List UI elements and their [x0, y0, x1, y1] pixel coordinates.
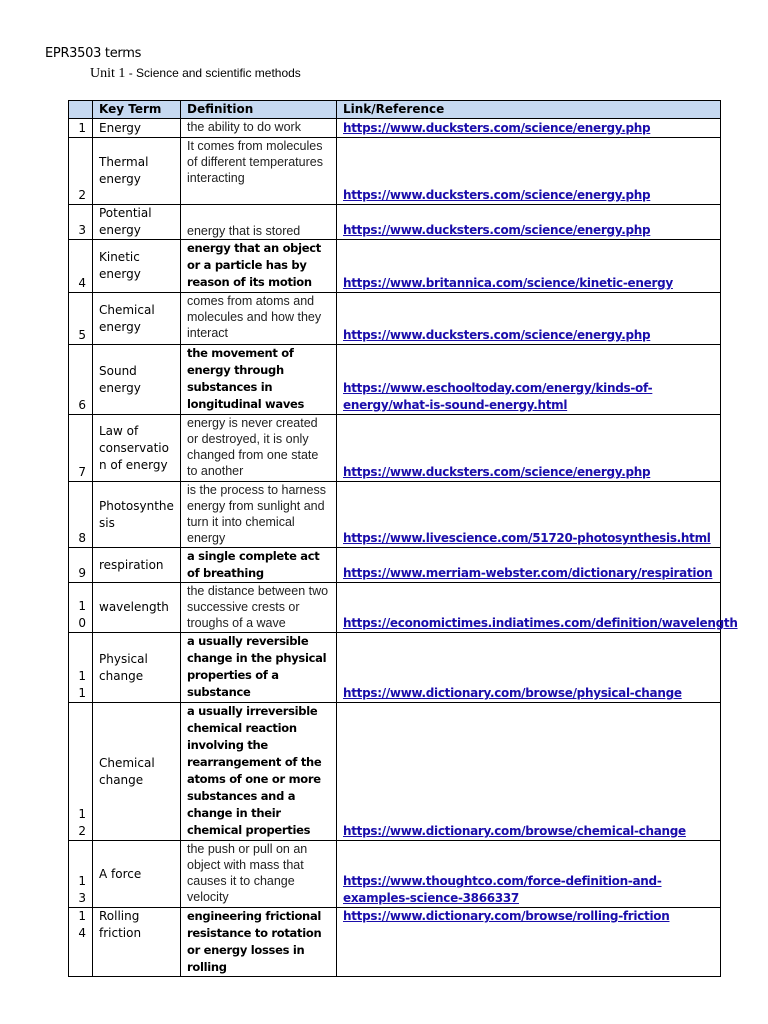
row-link[interactable]: https://www.ducksters.com/science/energy.php	[343, 121, 651, 135]
row-term: A force	[93, 841, 181, 908]
table-row	[69, 908, 721, 977]
row-number: 6	[69, 345, 93, 415]
header-definition: Definition	[181, 101, 337, 119]
unit-subtitle: - Science and scientific methods	[125, 66, 301, 80]
row-number: 1	[69, 119, 93, 138]
row-definition: comes from atoms and molecules and how they interact	[181, 293, 337, 345]
row-term: Rolling friction	[93, 908, 181, 977]
row-number: 4	[69, 240, 93, 293]
row-definition: a usually irreversible chemical reaction involving the rearrangement of the atoms of one or more substances and a change in their chemical properties	[181, 703, 337, 841]
row-link[interactable]: https://www.thoughtco.com/force-definition-and-examples-science-3866337	[343, 874, 662, 905]
row-term: wavelength	[93, 583, 181, 633]
row-number: 10	[69, 583, 93, 633]
row-link[interactable]: https://www.ducksters.com/science/energy.php	[343, 328, 651, 342]
row-definition: energy that an object or a particle has by reason of its motion	[181, 240, 337, 293]
key-terms-table	[68, 100, 738, 977]
row-link[interactable]: https://www.dictionary.com/browse/chemical-change	[343, 824, 686, 838]
row-term: Chemical change	[93, 703, 181, 841]
row-link[interactable]: https://economictimes.indiatimes.com/definition/wavelength	[343, 616, 738, 630]
row-term: Physical change	[93, 633, 181, 703]
row-definition: engineering frictional resistance to rotation or energy losses in rolling	[181, 908, 337, 977]
header-link-reference: Link/Reference	[337, 101, 721, 119]
row-definition: It comes from molecules of different temperatures interacting	[181, 138, 337, 205]
row-term: Thermal energy	[93, 138, 181, 205]
table-row	[69, 205, 721, 240]
row-term: Sound energy	[93, 345, 181, 415]
row-number: 12	[69, 703, 93, 841]
row-number: 14	[69, 908, 93, 977]
row-definition: a single complete act of breathing	[181, 548, 337, 583]
row-definition: is the process to harness energy from sunlight and turn it into chemical energy	[181, 482, 337, 548]
row-link[interactable]: https://www.ducksters.com/science/energy.php	[343, 465, 651, 479]
row-term: Energy	[93, 119, 181, 138]
unit-heading	[90, 66, 301, 82]
table-row	[69, 633, 721, 703]
table-row	[69, 841, 721, 908]
row-number: 3	[69, 205, 93, 240]
row-definition: the distance between two successive crests or troughs of a wave	[181, 583, 337, 633]
row-number: 2	[69, 138, 93, 205]
document-title: EPR3503 terms	[45, 46, 142, 61]
row-definition: a usually reversible change in the physical properties of a substance	[181, 633, 337, 703]
header-key-term: Key Term	[93, 101, 181, 119]
table-row	[69, 240, 721, 293]
table-header-row	[69, 101, 721, 119]
table-row	[69, 482, 721, 548]
row-term: Kinetic energy	[93, 240, 181, 293]
table-row	[69, 138, 721, 205]
table-row	[69, 293, 721, 345]
row-definition: the push or pull on an object with mass that causes it to change velocity	[181, 841, 337, 908]
row-link[interactable]: https://www.livescience.com/51720-photosynthesis.html	[343, 531, 711, 545]
row-number: 13	[69, 841, 93, 908]
row-definition: the movement of energy through substances in longitudinal waves	[181, 345, 337, 415]
row-definition: the ability to do work	[181, 119, 337, 138]
table-row	[69, 583, 721, 633]
table-row	[69, 119, 721, 138]
row-term: respiration	[93, 548, 181, 583]
row-link[interactable]: https://www.dictionary.com/browse/physical-change	[343, 686, 682, 700]
row-number: 7	[69, 415, 93, 482]
table-row	[69, 548, 721, 583]
unit-label: Unit 1	[90, 66, 126, 81]
row-number: 5	[69, 293, 93, 345]
row-link[interactable]: https://www.dictionary.com/browse/rolling-friction	[343, 909, 670, 923]
row-link[interactable]: https://www.merriam-webster.com/dictionary/respiration	[343, 566, 713, 580]
table-row	[69, 703, 721, 841]
row-term: Photosynthesis	[93, 482, 181, 548]
row-definition: energy is never created or destroyed, it is only changed from one state to another	[181, 415, 337, 482]
row-link[interactable]: https://www.eschooltoday.com/energy/kinds-of-energy/what-is-sound-energy.html	[343, 381, 653, 412]
row-definition: energy that is stored	[181, 205, 337, 240]
row-number: 8	[69, 482, 93, 548]
row-number: 11	[69, 633, 93, 703]
row-link[interactable]: https://www.britannica.com/science/kinetic-energy	[343, 276, 673, 290]
row-term: Potential energy	[93, 205, 181, 240]
row-number: 9	[69, 548, 93, 583]
table-row	[69, 345, 721, 415]
row-term: Chemical energy	[93, 293, 181, 345]
row-term: Law of conservation of energy	[93, 415, 181, 482]
row-link[interactable]: https://www.ducksters.com/science/energy.php	[343, 223, 651, 237]
row-link[interactable]: https://www.ducksters.com/science/energy.php	[343, 188, 651, 202]
header-number	[69, 101, 93, 119]
table-row	[69, 415, 721, 482]
